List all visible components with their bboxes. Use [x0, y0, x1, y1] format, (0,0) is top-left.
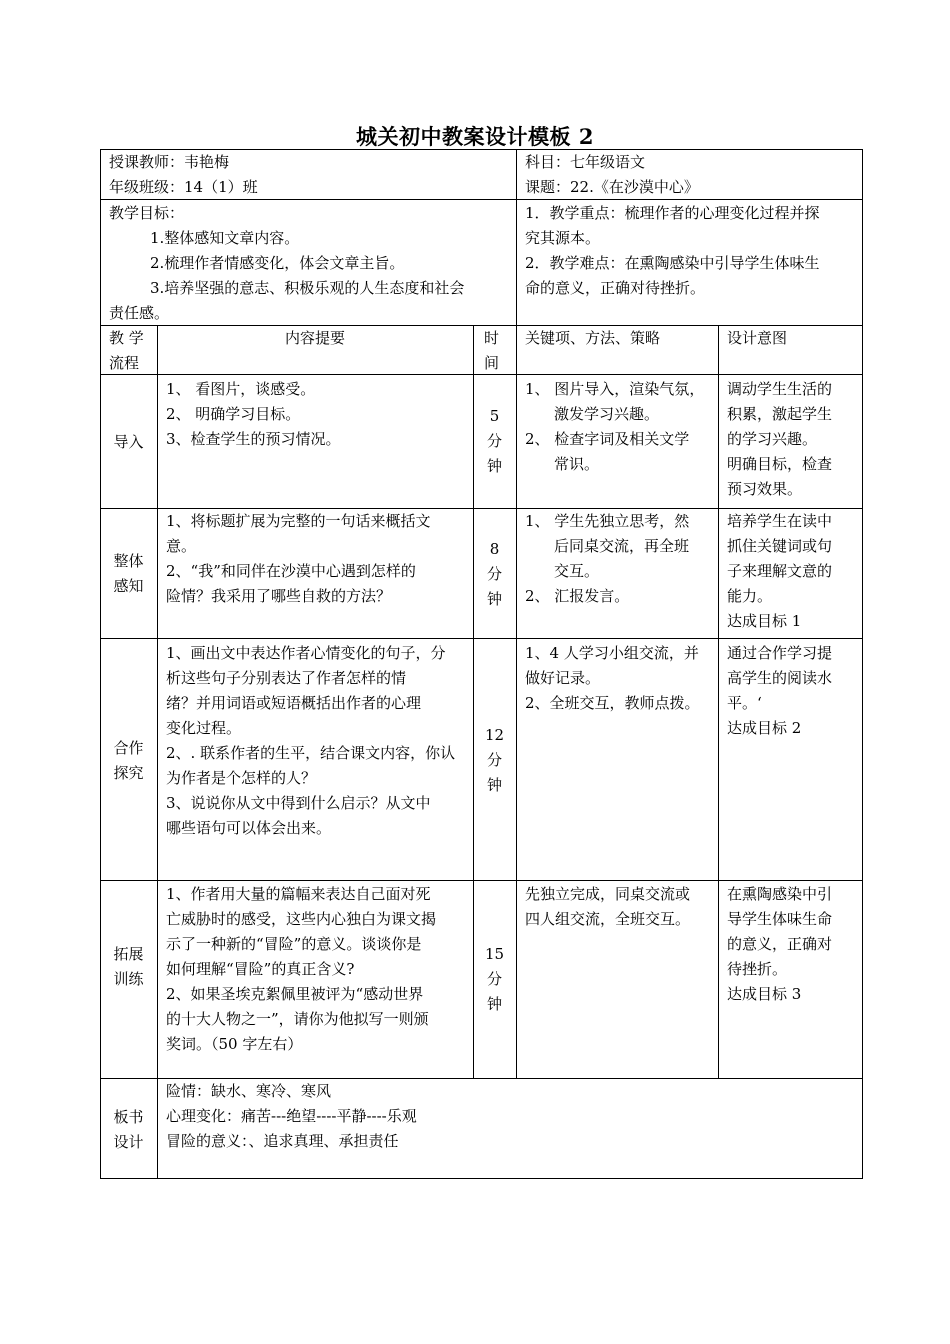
content-line: 绪？并用词语或短语概括出作者的心理 — [166, 694, 422, 712]
content-line: 1、将标题扩展为完整的一句话来概括文 — [166, 512, 431, 530]
intent-line: 通过合作学习提 — [727, 644, 833, 662]
content-line: 1、画出文中表达作者心情变化的句子，分 — [166, 644, 446, 662]
content-line: 示了一种新的“冒险”的意义。谈谈你是 — [166, 935, 422, 953]
column-header-time: 时 — [484, 329, 500, 347]
subject-label: 科目：七年级语文 — [525, 153, 646, 171]
lesson-label: 课题：22.《在沙漠中心》 — [525, 178, 699, 196]
column-header-content: 内容提要 — [284, 329, 345, 347]
stage-label: 探究 — [113, 764, 144, 782]
intent-line: 在熏陶感染中引 — [727, 885, 833, 903]
time-unit: 钟 — [486, 457, 502, 475]
content-line: 奖词。（50 字左右） — [166, 1035, 303, 1053]
intent-line: 达成目标 2 — [727, 719, 802, 737]
method-line: 交互。 — [554, 562, 600, 580]
intent-line: 待挫折。 — [727, 960, 788, 978]
content-line: 2、. 联系作者的生平，结合课文内容，你认 — [166, 744, 456, 762]
content-line: 2、“我”和同伴在沙漠中心遇到怎样的 — [166, 562, 416, 580]
stage-label: 拓展 — [113, 945, 144, 963]
stage-label: 设计 — [113, 1133, 144, 1151]
intent-line: 能力。 — [727, 587, 773, 605]
content-line: 的十大人物之一”，请你为他拟写一则颁 — [166, 1010, 429, 1028]
time-value: 8 — [489, 540, 500, 558]
stage-label: 整体 — [113, 552, 144, 570]
method-line: 1、 学生先独立思考，然 — [525, 512, 690, 530]
time-unit: 钟 — [486, 776, 502, 794]
content-line: 如何理解“冒险”的真正含义? — [166, 960, 355, 978]
focus-text: 1．教学重点：梳理作者的心理变化过程并探 — [525, 204, 820, 222]
stage-label: 合作 — [113, 739, 144, 757]
time-value: 5 — [489, 407, 500, 425]
stage-label: 感知 — [113, 577, 144, 595]
method-line: 做好记录。 — [525, 669, 601, 687]
method-line: 2、 检查字词及相关文学 — [525, 430, 690, 448]
content-line: 3、说说你从文中得到什么启示？从文中 — [166, 794, 431, 812]
board-line: 险情：缺水、寒冷、寒风 — [166, 1082, 332, 1100]
content-line: 亡威胁时的感受，这些内心独白为课文揭 — [166, 910, 437, 928]
content-line: 1、作者用大量的篇幅来表达自己面对死 — [166, 885, 431, 903]
method-line: 1、 图片导入，渲染气氛， — [525, 380, 705, 398]
intent-line: 预习效果。 — [727, 480, 803, 498]
method-line: 先独立完成，同桌交流或 — [525, 885, 691, 903]
time-value: 12 — [484, 726, 505, 744]
method-line: 常识。 — [554, 455, 600, 473]
focus-text: 究其源本。 — [525, 229, 601, 247]
board-line: 冒险的意义：、追求真理、承担责任 — [166, 1132, 399, 1150]
time-unit: 分 — [486, 565, 502, 583]
intent-line: 的意义，正确对 — [727, 935, 833, 953]
grade-class-label: 年级班级：14（1）班 — [109, 178, 258, 196]
time-unit: 分 — [486, 432, 502, 450]
stage-label: 板书 — [113, 1108, 144, 1126]
intent-line: 导学生体味生命 — [727, 910, 833, 928]
column-header-method: 关键项、方法、策略 — [525, 329, 661, 347]
time-unit: 分 — [486, 970, 502, 988]
time-unit: 钟 — [486, 995, 502, 1013]
content-line: 为作者是个怎样的人？ — [166, 769, 317, 787]
intent-line: 子来理解文意的 — [727, 562, 833, 580]
objectives-heading: 教学目标： — [109, 204, 185, 222]
objective-item: 3.培养坚强的意志、积极乐观的人生态度和社会 — [150, 279, 465, 297]
method-line: 2、 汇报发言。 — [525, 587, 630, 605]
method-line: 2、全班交互，教师点拨。 — [525, 694, 700, 712]
teacher-label: 授课教师：韦艳梅 — [109, 153, 230, 171]
objective-item: 2.梳理作者情感变化，体会文章主旨。 — [150, 254, 405, 272]
content-line: 变化过程。 — [166, 719, 242, 737]
intent-line: 调动学生生活的 — [727, 380, 833, 398]
column-header-intent: 设计意图 — [727, 329, 788, 347]
time-unit: 钟 — [486, 590, 502, 608]
intent-line: 培养学生在读中 — [727, 512, 833, 530]
page-title: 城关初中教案设计模板 2 — [356, 124, 594, 149]
difficulty-text: 命的意义，正确对待挫折。 — [525, 279, 706, 297]
content-line: 2、如果圣埃克絮佩里被评为“感动世界 — [166, 985, 424, 1003]
content-line: 意。 — [166, 537, 197, 555]
intent-line: 高学生的阅读水 — [727, 669, 833, 687]
content-line: 析这些句子分别表达了作者怎样的情 — [166, 669, 407, 687]
column-header-flow: 教 学 — [109, 329, 144, 347]
objective-item: 责任感。 — [109, 304, 170, 322]
intent-line: 抓住关键词或句 — [727, 537, 833, 555]
stage-label: 导入 — [113, 433, 144, 451]
column-header-flow: 流程 — [109, 354, 140, 372]
method-line: 1、4 人学习小组交流，并 — [525, 644, 699, 662]
time-value: 15 — [484, 945, 505, 963]
time-unit: 分 — [486, 751, 502, 769]
content-line: 1、 看图片，谈感受。 — [166, 380, 316, 398]
intent-line: 积累，激起学生 — [727, 405, 833, 423]
intent-line: 达成目标 1 — [727, 612, 802, 630]
intent-line: 平。‘ — [727, 694, 762, 712]
method-line: 激发学习兴趣。 — [554, 405, 660, 423]
column-header-time: 间 — [484, 354, 500, 372]
objective-item: 1.整体感知文章内容。 — [150, 229, 300, 247]
stage-label: 训练 — [113, 970, 144, 988]
intent-line: 的学习兴趣。 — [727, 430, 818, 448]
content-line: 2、 明确学习目标。 — [166, 405, 301, 423]
intent-line: 明确目标，检查 — [727, 455, 833, 473]
intent-line: 达成目标 3 — [727, 985, 802, 1003]
method-line: 四人组交流，全班交互。 — [525, 910, 691, 928]
content-line: 3、检查学生的预习情况。 — [166, 430, 341, 448]
difficulty-text: 2．教学难点：在熏陶感染中引导学生体味生 — [525, 254, 820, 272]
board-line: 心理变化：痛苦---绝望----平静----乐观 — [166, 1107, 417, 1125]
content-line: 险情？我采用了哪些自救的方法？ — [166, 587, 392, 605]
method-line: 后同桌交流，再全班 — [554, 537, 690, 555]
content-line: 哪些语句可以体会出来。 — [166, 819, 332, 837]
